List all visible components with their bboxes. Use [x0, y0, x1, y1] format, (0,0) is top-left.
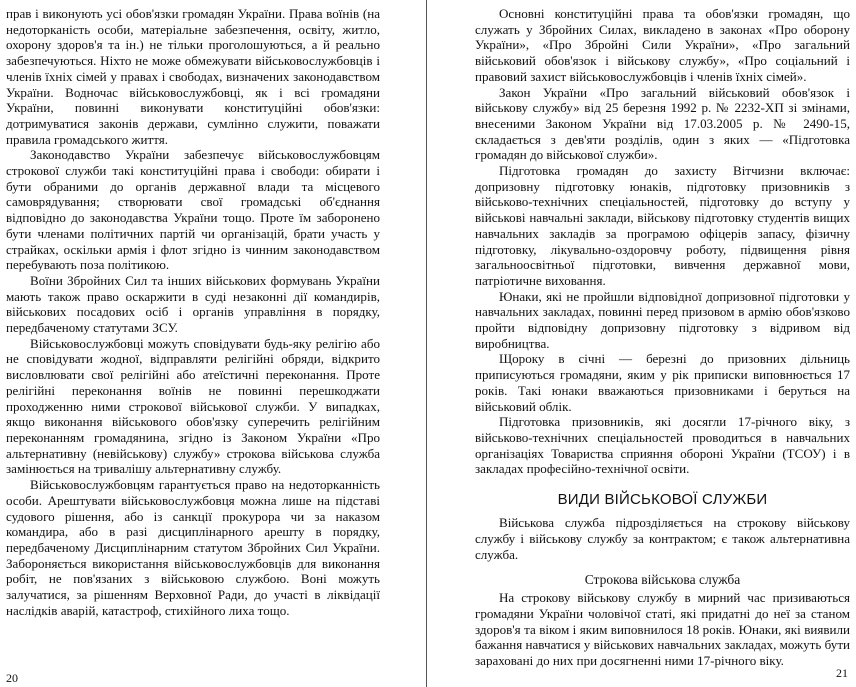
- left-page-number: 20: [6, 671, 18, 685]
- right-paragraph-laws: Основні конституційні права та обов'язки громадян, що служать у Збройних Силах, викладено в законах «Про оборону України», «Про Збройні Сили України», «Про загальний військовий обов'язок і військову службу», «Про соціальний і правовий захист військовослужбовців і членів їхніх сімей».: [475, 6, 850, 84]
- right-paragraph-registration: Щороку в січні — березні до призовних дільниць приписуються громадяни, яким у рік приписки виповнюється 17 років. Такі юнаки вважаються призовниками і беруться на військовий облік.: [475, 351, 850, 414]
- right-page-number: 21: [836, 666, 848, 680]
- left-page: [0, 0, 425, 687]
- left-paragraph-legislation: Законодавство України забезпечує військовослужбовцям строкової служби такі конституційні права і свободи: обирати і бути обраними до органів державної влади та місцевого самоврядування; створювати свої громадські об'єднання відповідно до законодавства України тощо. Проте їм заборонено бути членами політичних партій чи організацій, брати участь у страйках, оскільки армія і флот згідно із чинним законодавством перебувають поза політикою.: [6, 147, 380, 273]
- subsection-paragraph: На строкову військову службу в мирний час призиваються громадяни України чоловічої статі, які придатні до неї за станом здоров'я та віком і яким виповнилося 18 років. Юнаки, які виявили бажання навчатися у військових навчальних закладах, можуть бути зараховані до них при досягненні ними 17-річного віку.: [475, 590, 850, 669]
- left-paragraph-rights: прав і виконують усі обов'язки громадян України. Права воїнів (на недоторканість особи, матеріальне забезпечення, освіту, житло, охорону здоров'я та ін.) не тільки проголошуються, а й реально забезпечуються. Ніхто не може обмежувати військовослужбовців і членів їхніх сімей у правах і свободах, визначених законодавством України. Водночас військовослужбовці, як і всі громадяни України, повинні виконувати конституційні обов'язки: дотримуватися законів держави, сумлінно служити, поважати правила громадського життя.: [6, 6, 380, 147]
- subsection-title: Строкова військова служба: [584, 572, 741, 588]
- right-paragraph-law-1992: Закон України «Про загальний військовий обов'язок і військову службу» від 25 березня 1992 р. № 2232-ХП зі змінами, внесеними Законом України від 17.03.2005 р. № 2490-15, складається з дев'яти розділів, один з яких — «Підготовка громадян до військової служби».: [475, 84, 850, 163]
- left-paragraph-religion: Військовослужбовці можуть сповідувати будь-яку релігію або не сповідувати жодної, відправляти релігійні обряди, відкрито висловлювати свої релігійні або атеїстичні переконання. Проте релігійні переконання воїнів не повинні перешкоджати проходженню ними строкової військової служби. У випадках, якщо виконання військового обов'язку суперечить релігійним переконанням громадянина, згідно із Законом України «Про альтернативну (невійськову) службу» строкова військова служба замінюється на тривалішу альтернативну службу.: [6, 335, 380, 477]
- right-paragraph-pre-conscription: Юнаки, які не пройшли відповідної допризовної підготовки у навчальних закладах, повинні перед призовом в армію обов'язково пройти відповідну допризовну підготовку з відривом від виробництва.: [475, 288, 850, 351]
- right-page-text-column: [475, 6, 850, 669]
- section-title: ВИДИ ВІЙСЬКОВОЇ СЛУЖБИ: [557, 491, 768, 509]
- section-paragraph: Військова служба підрозділяється на строкову військову службу і військову службу за контрактом; є також альтернативна служба.: [475, 515, 850, 562]
- left-paragraph-inviolability: Військовослужбовцям гарантується право на недоторканність особи. Арештувати військовослужбовця можна лише на підставі судового рішення, або із санкції прокурора чи за наказом командира, або в разі дисциплінарного арешту в порядку, передбаченому Дисциплінарним статутом Збройних Сил України. Забороняється використання військовослужбовців для виконання робіт, не пов'язаних з військовою службою. Воні можуть залучатися, за рішенням Верховної Ради, до участі в ліквідації наслідків аварій, катастроф, стихійного лиха тощо.: [6, 477, 380, 618]
- left-paragraph-court-appeal: Воїни Збройних Сил та інших військових формувань України мають також право оскаржити в суді незаконні дії командирів, військових посадових осіб і органів управління в порядку, передбаченому статутами ЗСУ.: [6, 272, 380, 336]
- left-page-text-column: [6, 6, 380, 618]
- right-paragraph-tsou: Підготовка призовників, які досягли 17-річного віку, з військово-технічних спеціальностей проводиться в навчальних організаціях Товариства сприяння обороні України (ТСОУ) і в закладах професійно-технічної освіти.: [475, 414, 850, 477]
- right-page: [428, 0, 856, 687]
- right-paragraph-preparation: Підготовка громадян до захисту Вітчизни включає: допризовну підготовку юнаків, підготовку призовників з військово-технічних спеціальностей, підготовку до вступу у військові навчальні заклади, військову підготовку студентів вищих навчальних закладів за програмою офіцерів запасу, фізичну підготовку, лікувально-оздоровчу роботу, підвищення рівня загальноосвітньої підготовки, вивчення державної мови, патріотичне виховання.: [475, 163, 850, 288]
- page-fold-divider: [426, 0, 427, 687]
